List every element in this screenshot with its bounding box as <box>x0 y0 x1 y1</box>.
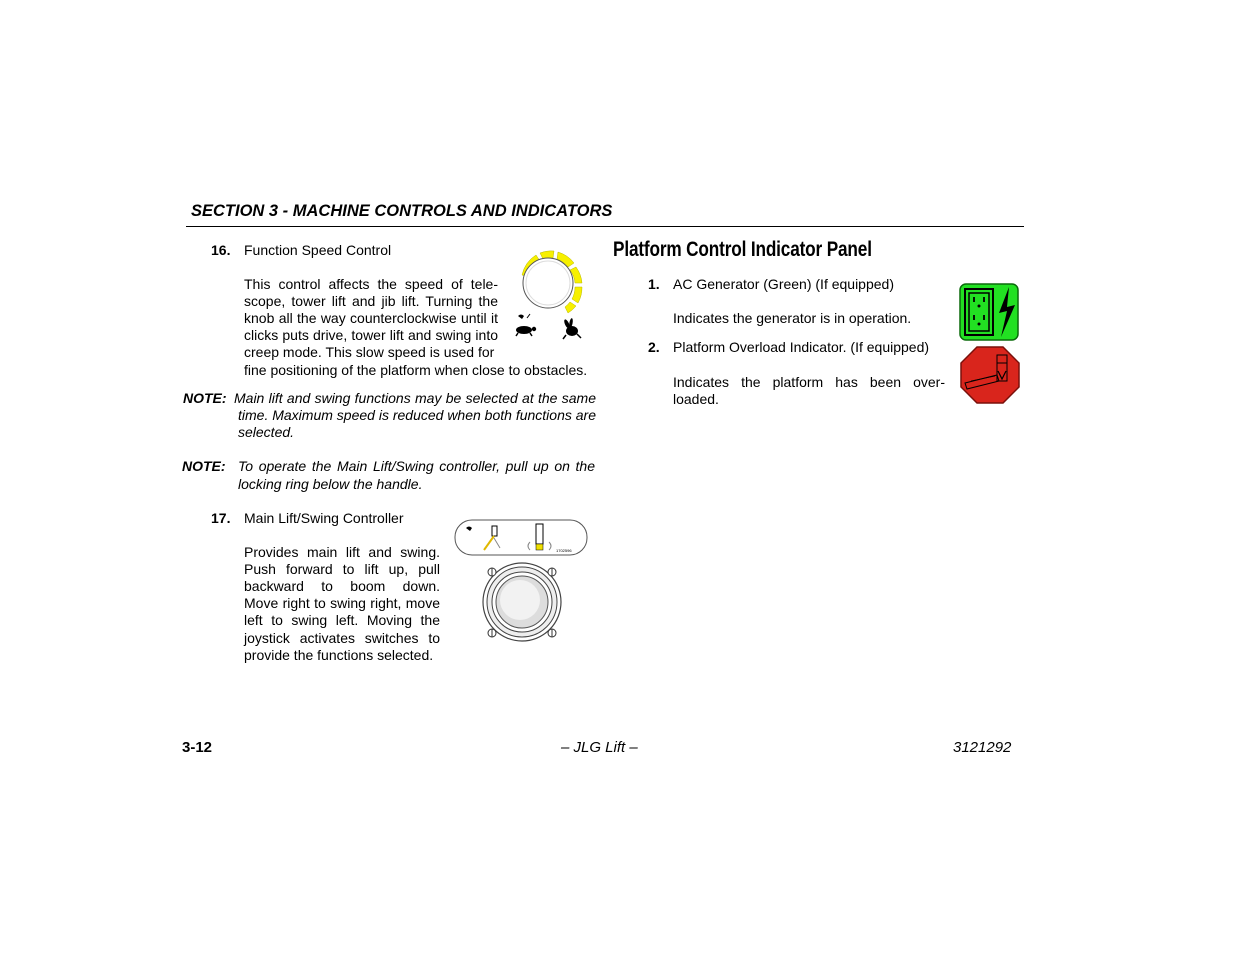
note-label: NOTE: <box>182 457 226 474</box>
panel-heading: Platform Control Indicator Panel <box>613 238 872 261</box>
note-text: time. Maximum speed is reduced when both functions are <box>238 406 596 423</box>
note-text: To operate the Main Lift/Swing controller, pull up on the <box>238 457 595 474</box>
ac-generator-outlet-icon <box>959 283 1019 341</box>
note-text: locking ring below the handle. <box>238 475 423 492</box>
body-line: clicks puts drive, tower lift and swing into <box>244 327 498 344</box>
item-title: AC Generator (Green) (If equipped) <box>673 276 894 292</box>
body-line: Move right to swing right, move <box>244 595 440 612</box>
document-number: 3121292 <box>953 739 1012 756</box>
item-description: loaded. <box>673 390 719 407</box>
body-line: left to swing left. Moving the <box>244 612 440 629</box>
body-line: creep mode. This slow speed is used for <box>244 344 495 361</box>
platform-overload-stop-icon <box>959 345 1021 405</box>
body-line: fine positioning of the platform when close to obstacles. <box>244 361 588 378</box>
body-line: joystick activates switches to <box>244 629 440 646</box>
header-rule <box>186 226 1024 227</box>
footer-title: – JLG Lift – <box>561 739 638 756</box>
item-title: Main Lift/Swing Controller <box>244 510 404 526</box>
joystick-controller-icon <box>454 518 590 646</box>
item-body <box>244 276 498 362</box>
item-title: Platform Overload Indicator. (If equipped) <box>673 339 930 355</box>
decal-code: 1702596 <box>556 548 572 553</box>
note-label: NOTE: <box>183 389 227 406</box>
speed-dial-turtle-rabbit-icon <box>510 245 590 345</box>
note-text: selected. <box>238 424 295 440</box>
item-description: Indicates the platform has been over- <box>673 373 945 390</box>
body-line: knob all the way counterclockwise until it <box>244 310 498 326</box>
item-number: 16. <box>211 242 231 258</box>
item-body <box>244 544 440 664</box>
page-number: 3-12 <box>182 739 213 756</box>
body-line: scope, tower lift and jib lift. Turning the <box>244 292 498 309</box>
item-number: 2. <box>648 339 660 355</box>
note-text: Main lift and swing functions may be selected at the same <box>234 389 596 406</box>
body-line: Provides main lift and swing. <box>244 543 440 560</box>
item-description: Indicates the generator is in operation. <box>673 310 912 326</box>
body-line: backward to boom down. <box>244 578 440 594</box>
section-title: SECTION 3 - MACHINE CONTROLS AND INDICATORS <box>191 202 613 220</box>
body-line: Push forward to lift up, pull <box>244 560 440 577</box>
item-title: Function Speed Control <box>244 242 392 258</box>
item-number: 1. <box>648 276 660 292</box>
body-line: This control affects the speed of tele- <box>244 275 498 292</box>
body-line: provide the functions selected. <box>244 646 434 663</box>
item-number: 17. <box>211 510 231 526</box>
